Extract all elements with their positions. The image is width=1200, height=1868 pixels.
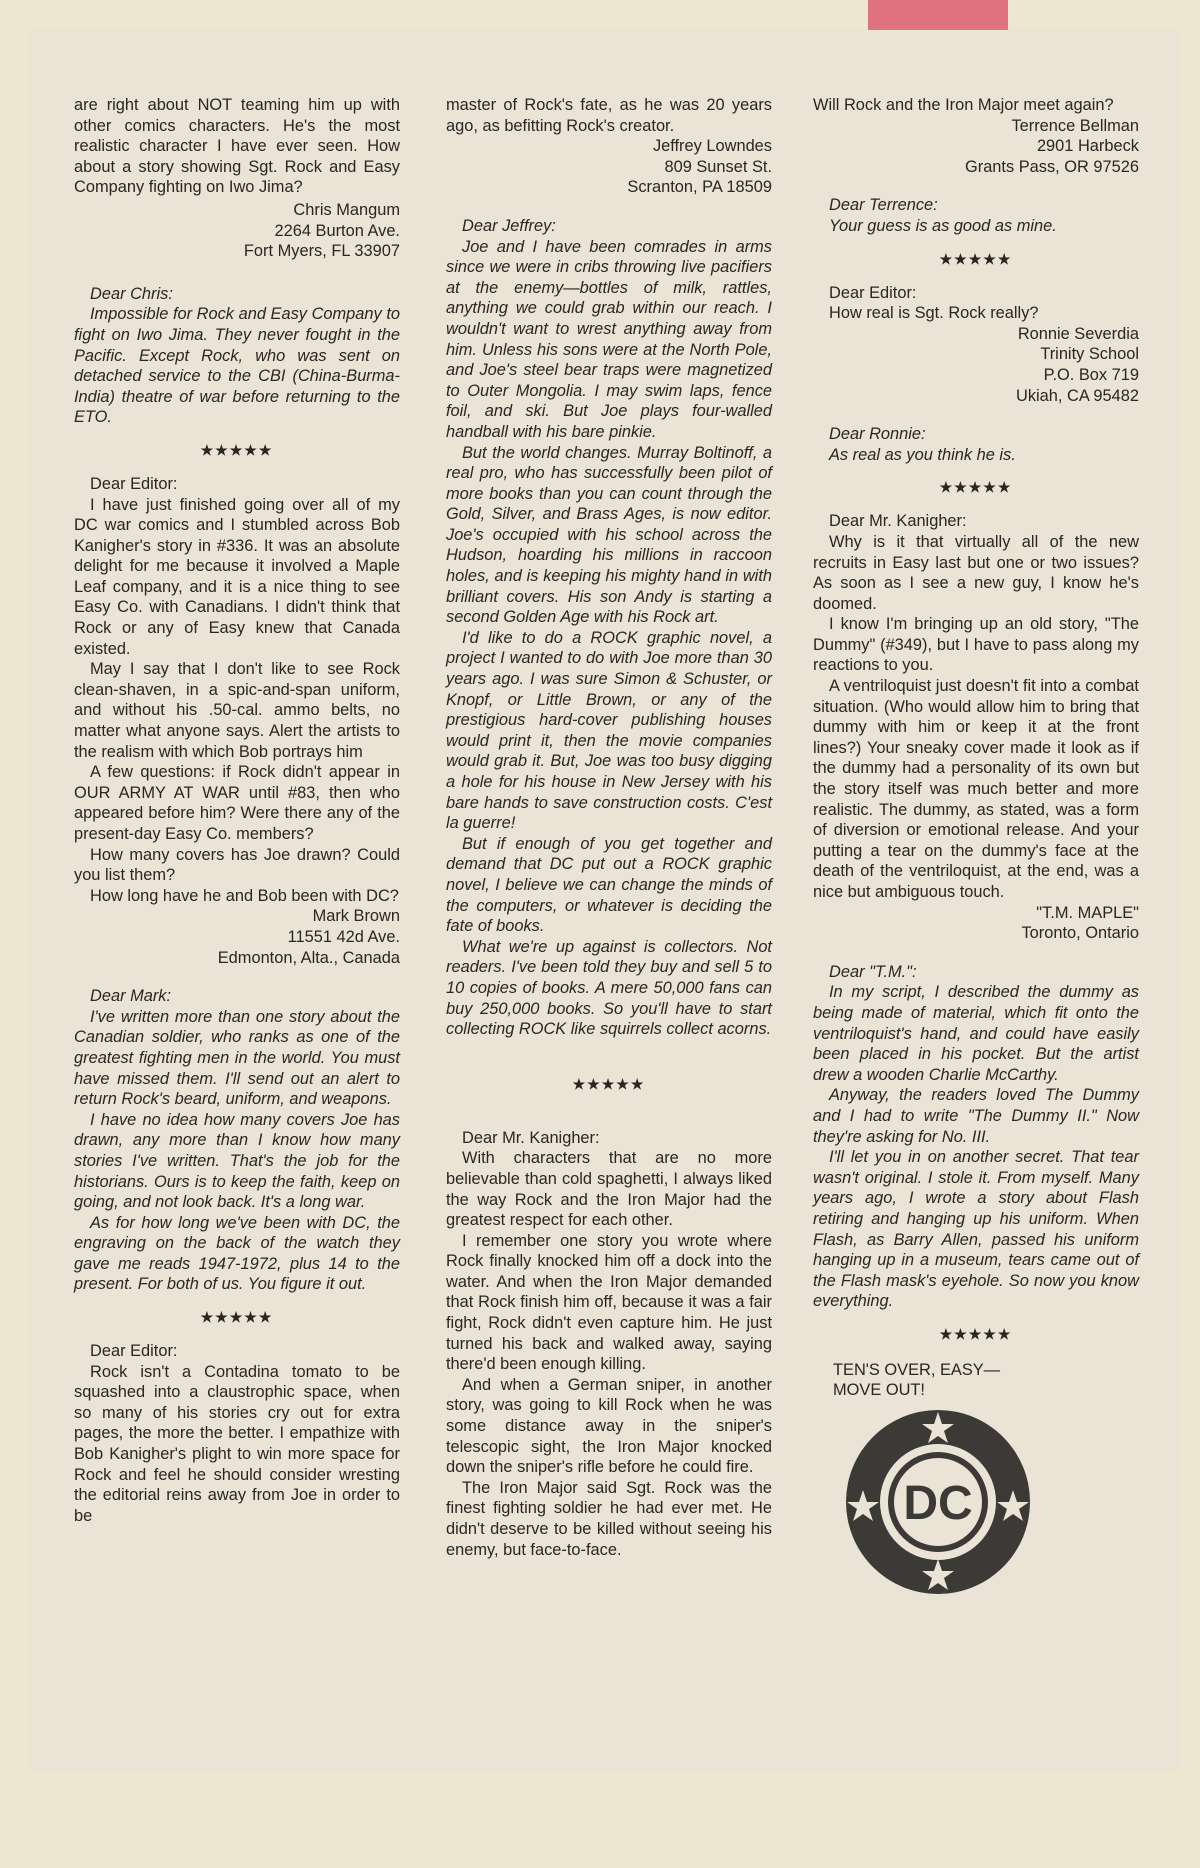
signature-address: 809 Sunset St. bbox=[664, 157, 772, 176]
letter-text: I remember one story you wrote where Rock finally knocked him off a dock into the water. And when the Iron Major demanded that Rock finish him off, because it was a fair fight, Rock didn't even capture him. He just turned his back and walked away, saying there'd been enough killing. bbox=[446, 1231, 772, 1374]
reply-text: I'll let you in on another secret. That tear wasn't original. I stole it. From myself. Many years ago, I wrote a story about Flash retiring and hanging up his uniform. When Flash, as Barry Allen, passed his uniform hanging up in a museum, tears came out of the Flash mask's eyehole. So now you know everything. bbox=[813, 1148, 1139, 1311]
letter-text: How many covers has Joe drawn? Could you list them? bbox=[74, 845, 400, 885]
dc-logo bbox=[843, 1407, 1033, 1597]
letter-signature bbox=[446, 136, 772, 198]
reply-text: I'd like to do a ROCK graphic novel, a project I wanted to do with Joe more than 30 years ago. I was sure Simon & Schuster, or Knopf, or Little Brown, or any of the prestigious hard-cover publishing houses would print it, then the movie companies would grab it. But, Joe was too busy digging a hole for his house in New Jersey with his bare hands to save construction costs. C'est la guerre! bbox=[446, 628, 772, 833]
letter-text: Rock isn't a Contadina tomato to be squashed into a claustrophic space, when so many of his stories cry out for extra pages, the more the better. I empathize with Bob Kanigher's plight to win more space for Rock and feel he should consider wresting the editorial reins away from Joe in order to be bbox=[74, 1362, 400, 1525]
reply-salutation: Dear Chris: bbox=[90, 284, 173, 303]
letters-column-3 bbox=[813, 95, 1139, 1597]
letter-text: With characters that are no more believable than cold spaghetti, I always liked the way Rock and the Iron Major had the greatest respect for each other. bbox=[446, 1149, 772, 1230]
letter-text: How long have he and Bob been with DC? bbox=[90, 886, 399, 905]
letter-text: I have just finished going over all of my DC war comics and I stumbled across Bob Kanigher's story in #336. It was an absolute delight for me because it involved a Maple Leaf company, and it is a nice thing to see Easy Co. with Canadians. I didn't think that Rock or any of Easy knew that Canada existed. bbox=[74, 495, 400, 658]
signature-city: Fort Myers, FL 33907 bbox=[243, 242, 400, 261]
signature-city: Toronto, Ontario bbox=[1021, 924, 1139, 943]
reply-text: As for how long we've been with DC, the engraving on the back of the watch they gave me reads 1947-1972, plus 14 to the present. For both of us. You figure it out. bbox=[74, 1213, 400, 1294]
separator-stars: ★★★★★ bbox=[939, 479, 1013, 496]
reply-text: Impossible for Rock and Easy Company to fight on Iwo Jima. They never fought in the Pacific. Except Rock, who was sent on detached service to the CBI (China-Burma-India) theatre of war before returning to the ETO. bbox=[74, 305, 400, 427]
letter-signature bbox=[813, 116, 1139, 178]
letter-salutation: Dear Editor: bbox=[90, 474, 178, 493]
signature-city: Scranton, PA 18509 bbox=[627, 178, 772, 197]
corner-tab bbox=[868, 0, 1008, 30]
reply-salutation: Dear Jeffrey: bbox=[462, 216, 556, 235]
letters-column-1 bbox=[74, 95, 400, 1526]
reply-salutation: Dear "T.M.": bbox=[829, 962, 917, 981]
letter-signature bbox=[813, 903, 1139, 944]
signature-address: 2901 Harbeck bbox=[1036, 137, 1139, 156]
dc-logo-text: DC bbox=[903, 1477, 973, 1531]
letter-text: Why is it that virtually all of the new recruits in Easy last but one or two issues? As soon as I see a new guy, I know he's doomed. bbox=[813, 532, 1139, 613]
reply-text: As real as you think he is. bbox=[829, 445, 1016, 464]
sign-off bbox=[833, 1360, 1139, 1401]
signature-city: Edmonton, Alta., Canada bbox=[217, 948, 400, 967]
sign-off-line: TEN'S OVER, EASY— bbox=[833, 1360, 1001, 1379]
letter-salutation: Dear Editor: bbox=[829, 283, 917, 302]
reply-text: But if enough of you get together and demand that DC put out a ROCK graphic novel, I believe we can change the minds of the computers, or whatever is deciding the fate of books. bbox=[446, 834, 772, 936]
reply-text: Your guess is as good as mine. bbox=[829, 216, 1057, 235]
sign-off-line: MOVE OUT! bbox=[833, 1381, 925, 1400]
signature-name: Mark Brown bbox=[312, 907, 400, 926]
signature-city: Grants Pass, OR 97526 bbox=[964, 157, 1139, 176]
reply-salutation: Dear Ronnie: bbox=[829, 425, 926, 444]
letter-text: A ventriloquist just doesn't fit into a combat situation. (Who would allow him to bring that dummy with him or keep it at the front lines?) Your sneaky cover made it look as if the dummy had a personality of its own but the story itself was much better and more realistic. The dummy, as stated, was a form of diversion or emotional release. And your putting a tear on the dummy's face at the death of the ventriloquist, at the end, was a nice but ambiguous touch. bbox=[813, 677, 1139, 901]
letter-salutation: Dear Mr. Kanigher: bbox=[462, 1128, 600, 1147]
signature-address: P.O. Box 719 bbox=[1043, 365, 1139, 384]
separator-stars: ★★★★★ bbox=[572, 1075, 646, 1092]
reply-text: But the world changes. Murray Boltinoff, a real pro, who has successfully been pilot of more books than you can count through the Gold, Silver, and Brass Ages, is now editor. Joe's occupied with his school across the Hudson, hoarding his millions in raccoon holes, and is keeping his mighty hand in with brilliant covers. His son Andy is starting a second Golden Age with his Rock art. bbox=[446, 443, 772, 627]
reply-text: I have no idea how many covers Joe has drawn, any more than I know how many stories I've written. That's the job for the historians. Ours is to keep the faith, keep on going, and not look back. It's a long war. bbox=[74, 1110, 400, 1212]
separator-stars: ★★★★★ bbox=[200, 441, 274, 458]
reply-text: Anyway, the readers loved The Dummy and I had to write "The Dummy II." Now they're asking for No. III. bbox=[813, 1086, 1139, 1146]
signature-school: Trinity School bbox=[1040, 345, 1139, 364]
letter-salutation: Dear Mr. Kanigher: bbox=[829, 512, 967, 531]
signature-address: 11551 42d Ave. bbox=[287, 927, 400, 946]
signature-name: "T.M. MAPLE" bbox=[1036, 903, 1139, 922]
letter-text: May I say that I don't like to see Rock clean-shaven, in a spic-and-span uniform, and without his .50-cal. ammo belts, no matter what anyone says. Alert the artists to the realism with which Bob portrays him bbox=[74, 660, 400, 761]
letters-column-2 bbox=[446, 95, 772, 1560]
dc-logo-icon bbox=[843, 1407, 1033, 1597]
letter-signature bbox=[813, 324, 1139, 406]
separator-stars: ★★★★★ bbox=[200, 1309, 274, 1326]
letter-text: Will Rock and the Iron Major meet again? bbox=[813, 96, 1114, 114]
letter-text: And when a German sniper, in another story, was going to kill Rock when he was some distance away in the sniper's telescopic sight, the Iron Major knocked down the sniper's rifle before he could fire. bbox=[446, 1375, 772, 1477]
reply-salutation: Dear Mark: bbox=[90, 987, 172, 1006]
signature-name: Ronnie Severdia bbox=[1017, 324, 1139, 343]
letter-salutation: Dear Editor: bbox=[90, 1342, 178, 1361]
separator-stars: ★★★★★ bbox=[939, 250, 1013, 267]
separator-stars: ★★★★★ bbox=[939, 1325, 1013, 1342]
letter-signature bbox=[74, 200, 400, 262]
letter-text: I know I'm bringing up an old story, "The Dummy" (#349), but I have to pass along my reactions to you. bbox=[813, 615, 1139, 675]
reply-text: I've written more than one story about the Canadian soldier, who ranks as one of the greatest fighting men in the world. You must have missed them. I'll send out an alert to return Rock's beard, uniform, and weapons. bbox=[74, 1007, 400, 1109]
signature-name: Chris Mangum bbox=[293, 200, 400, 219]
letter-text: The Iron Major said Sgt. Rock was the finest fighting soldier he had ever met. He didn't deserve to be killed without seeing his enemy, but face-to-face. bbox=[446, 1478, 772, 1559]
signature-name: Terrence Bellman bbox=[1011, 116, 1139, 135]
reply-text: Joe and I have been comrades in arms since we were in cribs throwing live pacifiers at the enemy—bottles of milk, rattles, anything we could grab within our reach. I wouldn't want to wrest anything away from him. Unless his sons were at the North Pole, and Joe's steel bear traps were magnetized to Outer Mongolia. I may swim laps, fence foil, and ski. But Joe plays four-walled handball with his bare pinkie. bbox=[446, 237, 772, 441]
letter-signature bbox=[74, 906, 400, 968]
letter-text: master of Rock's fate, as he was 20 years ago, as befitting Rock's creator. bbox=[446, 96, 772, 135]
letter-text: How real is Sgt. Rock really? bbox=[829, 304, 1039, 323]
reply-salutation: Dear Terrence: bbox=[829, 196, 938, 215]
reply-text: In my script, I described the dummy as being made of material, which fit onto the ventriloquist's hand, and could have easily been placed in his pocket. But the artist drew a wooden Charlie McCarthy. bbox=[813, 983, 1139, 1084]
signature-address: 2264 Burton Ave. bbox=[274, 221, 400, 240]
signature-name: Jeffrey Lowndes bbox=[652, 137, 772, 156]
signature-city: Ukiah, CA 95482 bbox=[1015, 386, 1139, 405]
letter-text: A few questions: if Rock didn't appear in OUR ARMY AT WAR until #83, then who appeared before him? Were there any of the present-day Easy Co. members? bbox=[74, 763, 400, 843]
letter-text: are right about NOT teaming him up with other comics characters. He's the most realistic character I have ever seen. How about a story showing Sgt. Rock and Easy Company fighting on Iwo Jima? bbox=[74, 96, 400, 197]
reply-text: What we're up against is collectors. Not readers. I've been told they buy and sell 5 to 10 copies of books. A mere 50,000 fans can buy 250,000 books. So you'll have to start collecting ROCK like squirrels collect acorns. bbox=[446, 937, 772, 1039]
